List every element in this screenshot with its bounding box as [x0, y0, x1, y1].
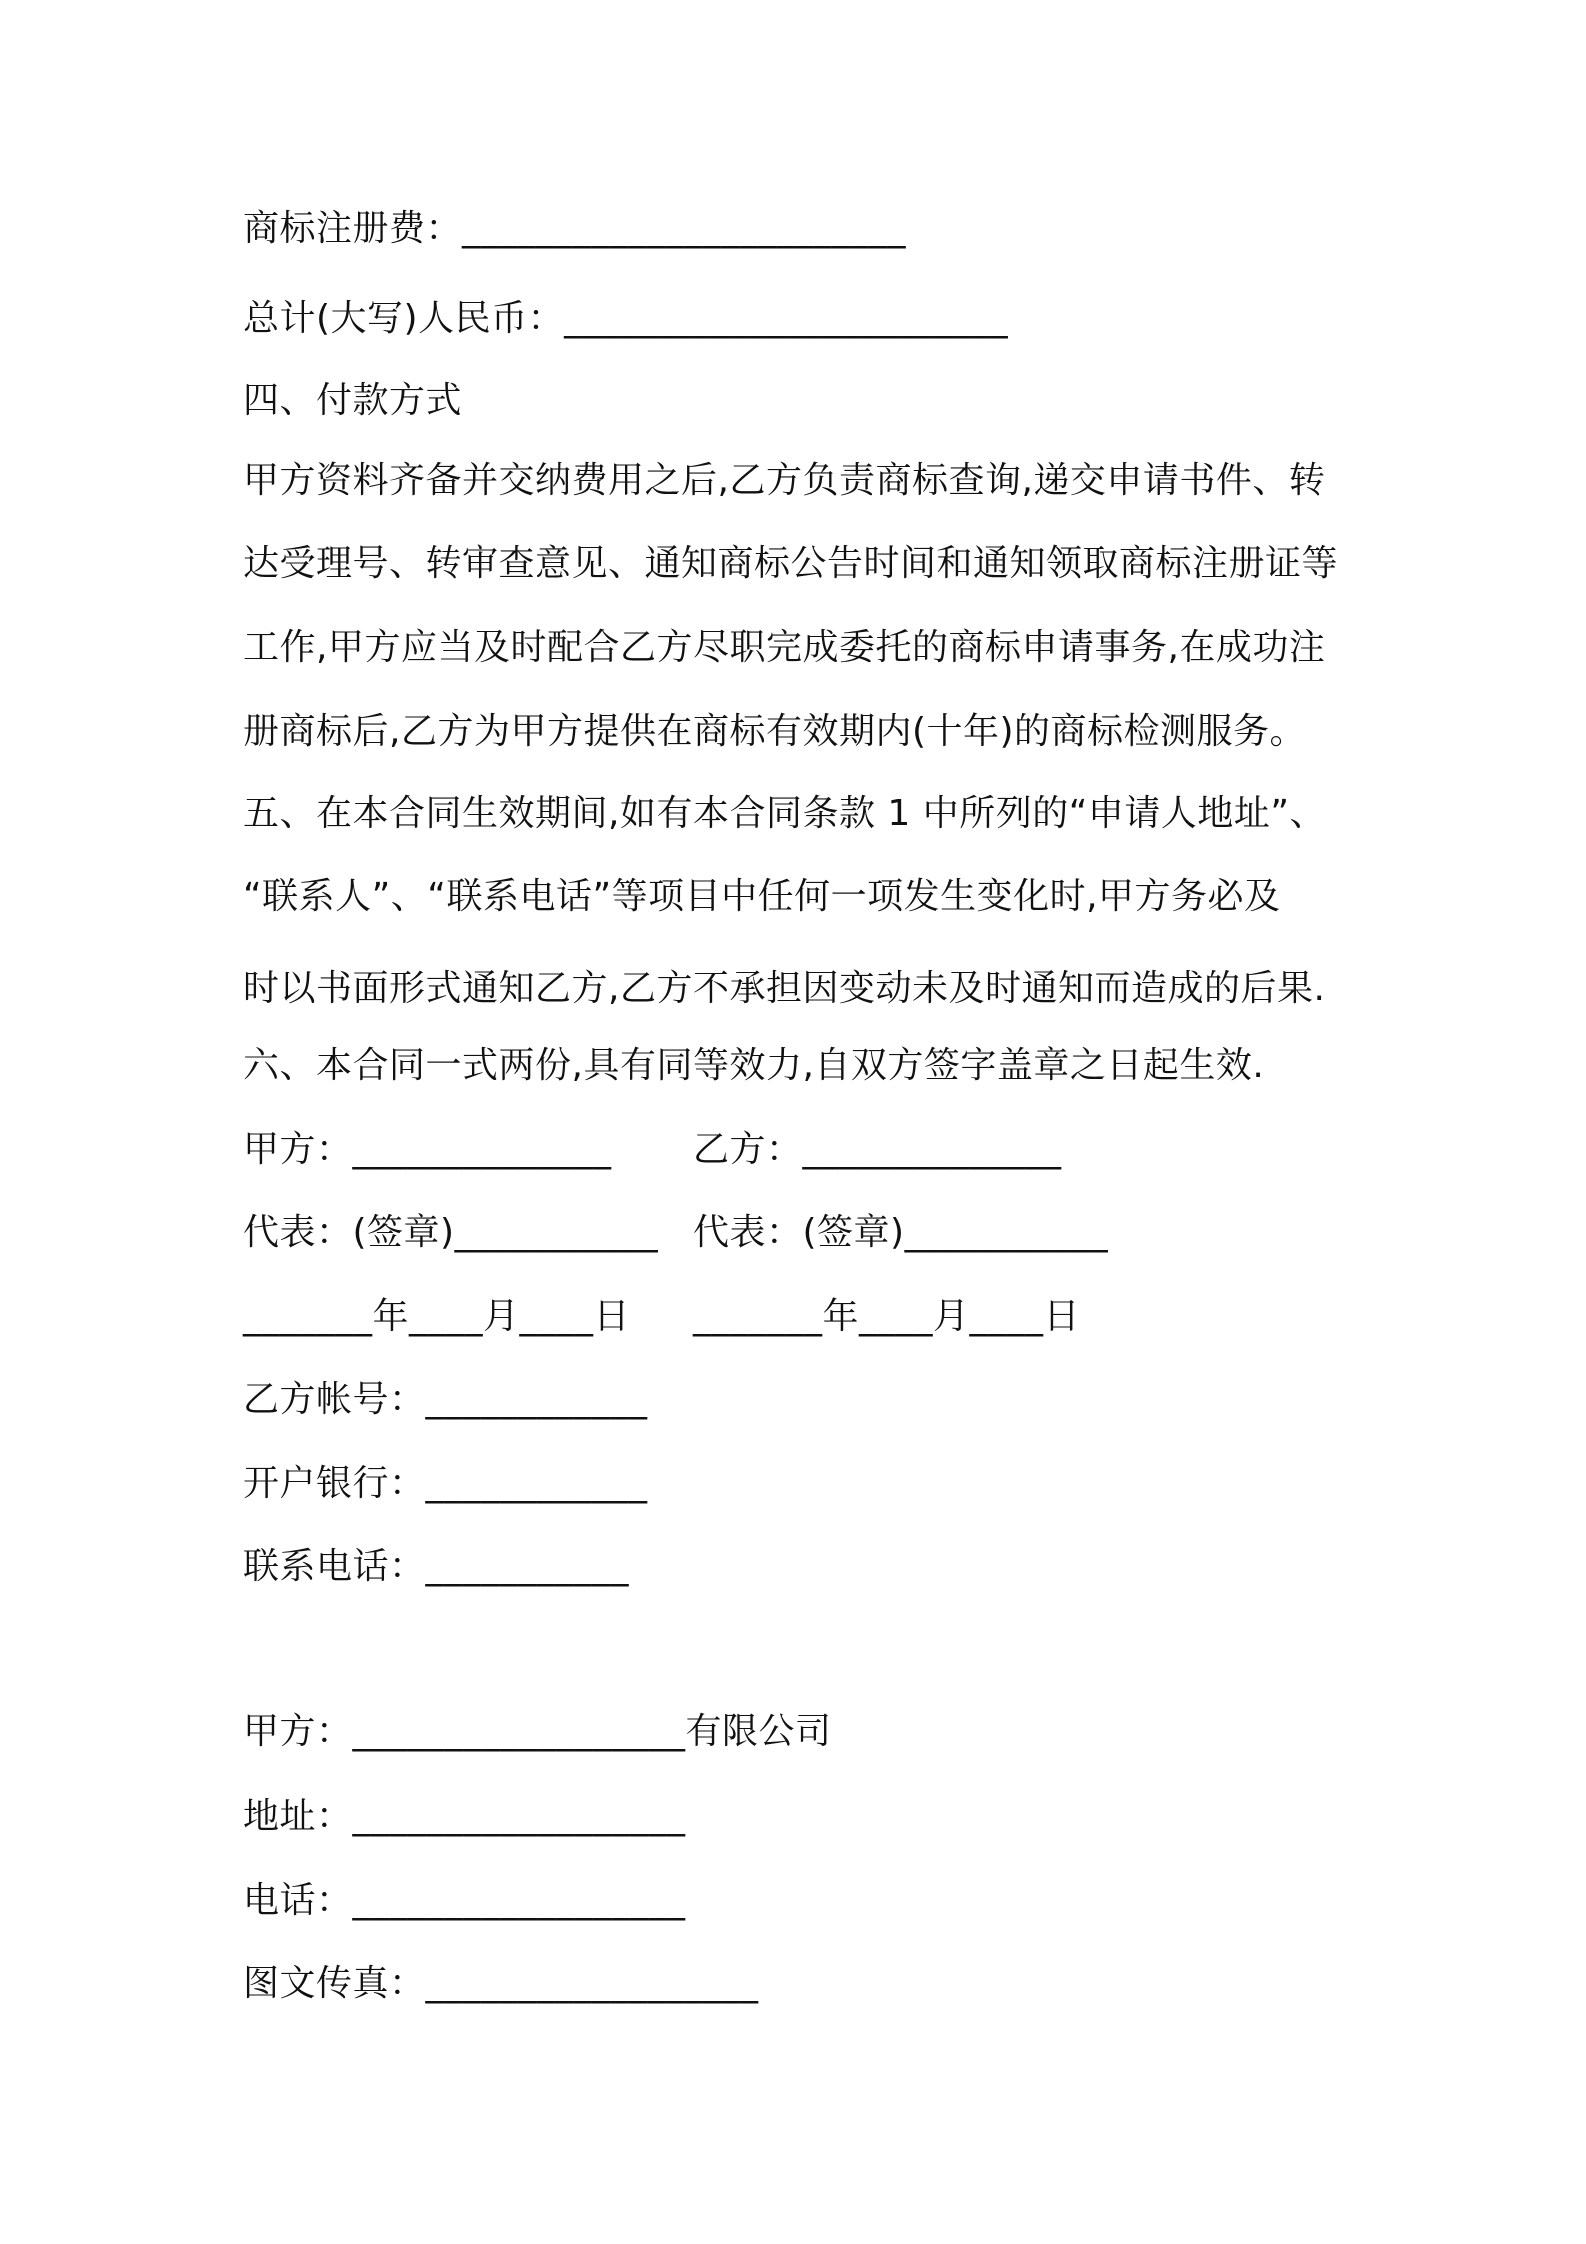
party-a-signature-line: 甲方：______________ — [243, 1129, 612, 1170]
section4-heading: 四、付款方式 — [243, 380, 463, 421]
party-a-address-line: 地址：__________________ — [243, 1796, 686, 1837]
contact-phone-line: 联系电话：___________ — [243, 1546, 630, 1587]
section4-line-1: 甲方资料齐备并交纳费用之后,乙方负责商标查询,递交申请书件、转 — [243, 460, 1326, 501]
section6-text: 六、本合同一式两份,具有同等效力,自双方签字盖章之日起生效. — [243, 1045, 1265, 1086]
section4-line-4: 册商标后,乙方为甲方提供在商标有效期内(十年)的商标检测服务。 — [243, 711, 1307, 752]
party-b-signature-line: 乙方：______________ — [693, 1129, 1062, 1170]
rep-a-signature-line: 代表：(签章)___________ — [243, 1212, 659, 1253]
date-b-line: _______年____月____日 — [693, 1296, 1081, 1337]
total-rmb-line: 总计(大写)人民币：________________________ — [243, 298, 1009, 339]
bank-line: 开户银行：____________ — [243, 1463, 648, 1504]
section4-line-2: 达受理号、转审查意见、通知商标公告时间和通知领取商标注册证等 — [243, 543, 1339, 584]
section5-line-3: 时以书面形式通知乙方,乙方不承担因变动未及时通知而造成的后果. — [243, 968, 1326, 1009]
party-b-account-line: 乙方帐号：____________ — [243, 1379, 648, 1420]
party-a-company-line: 甲方：__________________有限公司 — [243, 1711, 832, 1752]
party-a-phone-line: 电话：__________________ — [243, 1880, 686, 1921]
rep-b-signature-line: 代表：(签章)___________ — [693, 1212, 1109, 1253]
section5-line-2: “联系人”、“联系电话”等项目中任何一项发生变化时,甲方务必及 — [243, 876, 1281, 917]
party-a-fax-line: 图文传真：__________________ — [243, 1963, 759, 2004]
trademark-fee-line: 商标注册费：________________________ — [243, 208, 907, 249]
section5-line-1: 五、在本合同生效期间,如有本合同条款 1 中所列的“申请人地址”、 — [243, 793, 1327, 834]
section4-line-3: 工作,甲方应当及时配合乙方尽职完成委托的商标申请事务,在成功注 — [243, 627, 1326, 668]
date-a-line: _______年____月____日 — [243, 1296, 631, 1337]
